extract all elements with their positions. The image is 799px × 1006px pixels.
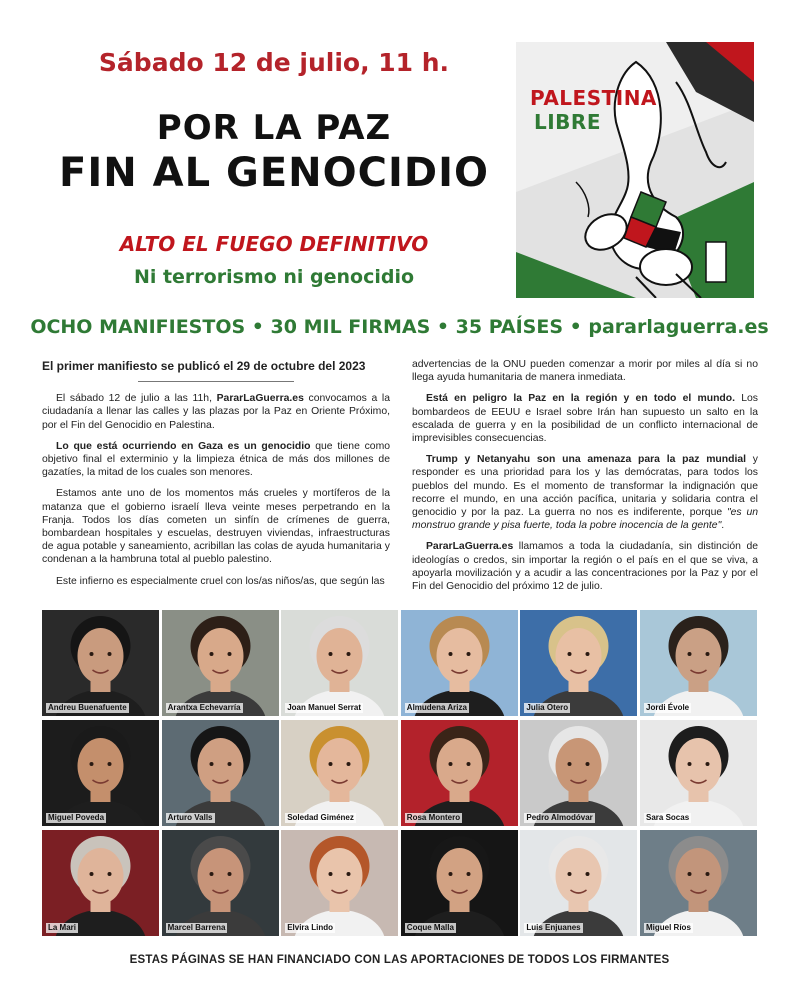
signatory-name: Arturo Valls [167, 813, 213, 822]
portrait-photo [281, 720, 398, 826]
paragraph: El sábado 12 de julio a las 11h, PararLaGuerra.es convocamos a la ciudadanía a llenar las calles y las plazas por la Paz en Oriente Próximo, por el Fin del Genocidio en Palestina. [42, 393, 390, 431]
paragraph: Estamos ante uno de los momentos más crueles y mortíferos de la matanza que el gobierno israelí lleva veinte meses perpetrando en la Franja. Todos los días cometen un sinfín de crímenes de guerra, bombardean hospitales y escuelas, destruyen viviendas, infraestructuras de agua potable y saneamiento, acribillan las colas de ayuda humanitaria y condenan a la hambruna total al pueblo palestino. [42, 488, 390, 566]
signatory-name: Elvira Lindo [287, 923, 333, 932]
funding-note: ESTAS PÁGINAS SE HAN FINANCIADO CON LAS APORTACIONES DE TODOS LOS FIRMANTES [129, 954, 670, 966]
portrait-photo [640, 610, 757, 716]
signatory-name: Marcel Barrena [167, 923, 226, 932]
signatory-portrait [162, 830, 279, 936]
signatory-name: Soledad Giménez [287, 813, 354, 822]
signatory-name: Coque Malla [406, 923, 454, 932]
portrait-photo [281, 610, 398, 716]
signatory-portrait [520, 720, 637, 826]
portrait-photo [281, 830, 398, 936]
article-lead: El primer manifiesto se publicó el 29 de octubre del 2023 [42, 359, 366, 373]
signatory-name: Almudena Ariza [406, 703, 467, 712]
signatory-portrait [281, 610, 398, 716]
paragraph: Este infierno es especialmente cruel con los/as niños/as, que según las [56, 575, 385, 587]
portrait-photo [401, 610, 518, 716]
headline-line2: FIN AL GENOCIDIO [59, 150, 489, 196]
portrait-photo [520, 830, 637, 936]
signatory-portrait [520, 830, 637, 936]
campaign-banner: OCHO MANIFIESTOS • 30 MIL FIRMAS • 35 PAÍSES • pararlaguerra.es [30, 316, 769, 338]
headline-line1: POR LA PAZ [156, 108, 392, 148]
portrait-photo [42, 830, 159, 936]
signatory-portrait [42, 610, 159, 716]
signatory-name: Sara Socas [646, 813, 690, 822]
paragraph: Trump y Netanyahu son una amenaza para la paz mundial y responder es una prioridad para los y las demócratas, para todos los pueblos del mundo. Es el momento de transformar la indignación que recorre el mundo, en una acción pacífica, unitaria y solidaria contra el genocidio y por la paz. La guerra no nos es indiferente, porque "es un monstruo grande y pisa fuerte, toda la pobre inocencia de la gente". [412, 454, 758, 532]
signatory-portrait [401, 610, 518, 716]
portrait-photo [401, 720, 518, 826]
signatory-portrait [401, 830, 518, 936]
portrait-photo [520, 720, 637, 826]
subtitle: Ni terrorismo ni genocidio [133, 266, 415, 288]
divider [138, 381, 294, 382]
signatory-name: Jordi Évole [646, 703, 690, 712]
palestina-libre-poster [516, 42, 754, 298]
portrait-photo [640, 720, 757, 826]
signatory-portrait [640, 830, 757, 936]
signatory-portrait [281, 720, 398, 826]
signatory-name: Luis Enjuanes [526, 923, 581, 932]
paragraph: Lo que está ocurriendo en Gaza es un genocidio que tiene como objetivo final el exterminio y la limpieza étnica de más dos millones de gazatíes, la mitad de los cuales son menores. [42, 440, 390, 479]
signatory-portrait [162, 610, 279, 716]
signatory-name: Miguel Poveda [48, 813, 105, 822]
portrait-photo [162, 830, 279, 936]
portrait-photo [162, 610, 279, 716]
paragraph: advertencias de la ONU pueden comenzar a morir por miles al día si no llega ayuda humanitaria de manera inmediata. [412, 359, 758, 384]
signatory-name: Julia Otero [526, 703, 569, 712]
event-date: Sábado 12 de julio, 11 h. [98, 48, 450, 77]
portrait-photo [42, 610, 159, 716]
signatory-name: Pedro Almodóvar [526, 813, 593, 822]
ceasefire-slogan: ALTO EL FUEGO DEFINITIVO [119, 232, 429, 256]
signatory-portrait [281, 830, 398, 936]
article-column-right [412, 358, 758, 601]
poster-label-libre: LIBRE [534, 110, 601, 134]
portrait-photo [162, 720, 279, 826]
portrait-photo [42, 720, 159, 826]
paragraph: PararLaGuerra.es llamamos a toda la ciudadanía, sin distinción de ideologías o credos, sin importar la región o el país en el que se viva, a apoyarla movilización y a acudir a las concentraciones por la Paz y por el Fin del Genocidio del próximo 12 de julio. [412, 541, 758, 593]
article-column-left [42, 360, 390, 596]
signatory-portrait [162, 720, 279, 826]
signatory-name: Andreu Buenafuente [48, 703, 127, 712]
signatory-name: Rosa Montero [406, 813, 461, 822]
poster-artwork [516, 42, 754, 298]
paragraph: Está en peligro la Paz en la región y en todo el mundo. Los bombardeos de EEUU e Israel sobre Irán han supuesto un salto en la escalada de guerra y en la posibilidad de un conflicto internacional de imprevisibles consecuencias. [412, 393, 759, 445]
signatory-name: Joan Manuel Serrat [287, 703, 361, 712]
signatory-portrait [401, 720, 518, 826]
portrait-photo [640, 830, 757, 936]
signatory-name: La Mari [48, 923, 77, 932]
poster-label-palestina: PALESTINA [530, 86, 657, 110]
signatory-portrait [520, 610, 637, 716]
portrait-photo [401, 830, 518, 936]
signatory-portrait [640, 610, 757, 716]
portrait-photo [520, 610, 637, 716]
signatory-name: Miguel Ríos [646, 923, 691, 932]
signatory-portrait [42, 720, 159, 826]
signatory-portrait [42, 830, 159, 936]
signatory-name: Arantxa Echevarría [167, 703, 241, 712]
signatory-portrait [640, 720, 757, 826]
